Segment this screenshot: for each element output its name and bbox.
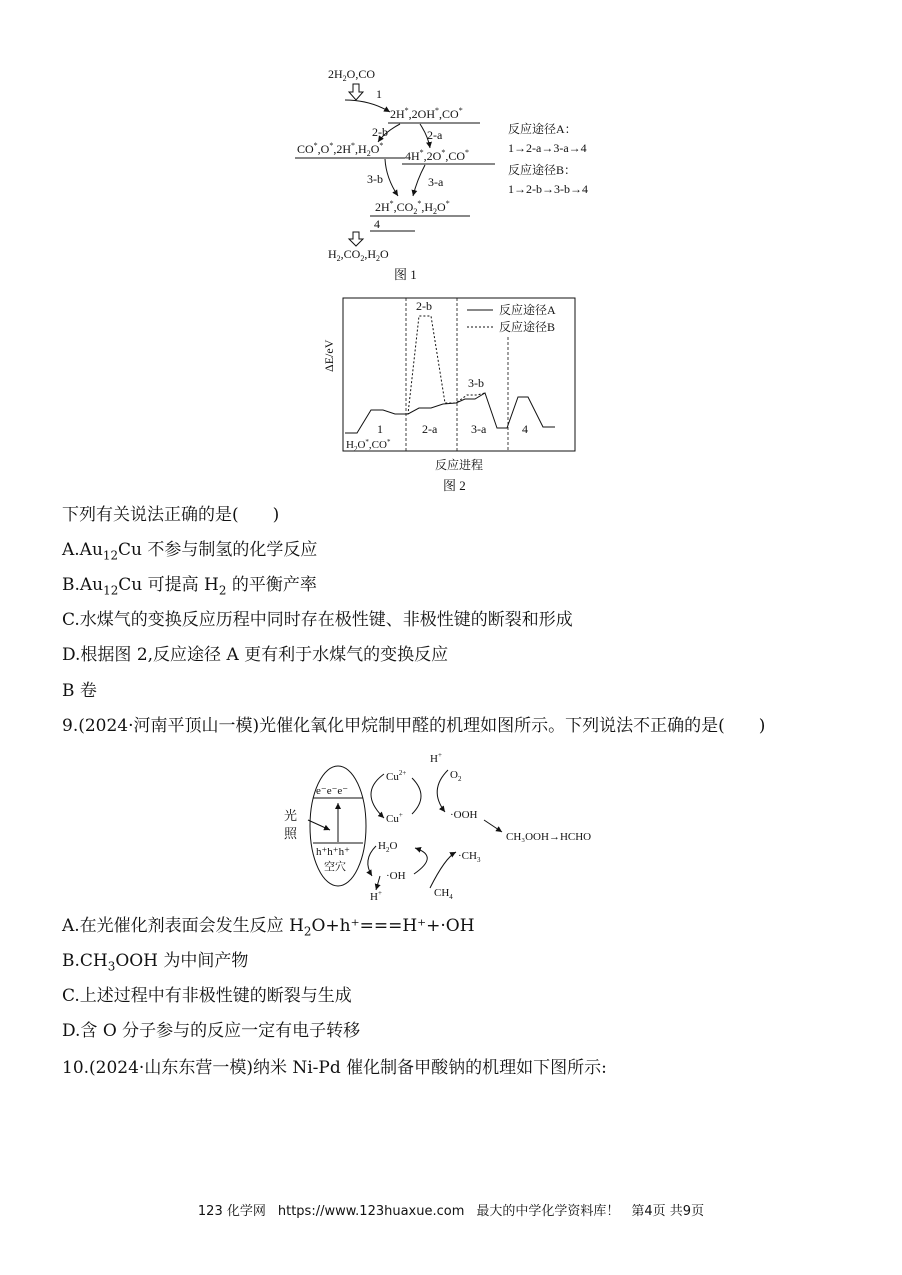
fig1-caption: 图 1 — [394, 267, 417, 282]
q9-fig-h2o: $H_2O$ — [378, 840, 398, 854]
q9-fig-ooh: ·OOH — [450, 809, 478, 821]
q9-fig-ch4: $CH_4$ — [434, 887, 453, 901]
fig1-legend-a-path: 1→2-a→3-a→4 — [508, 141, 587, 155]
q9-fig-holes: h⁺h⁺h⁺ — [316, 846, 350, 858]
section-b-heading: B 卷 — [62, 681, 97, 701]
fig2-start-species: $H_2O^*,CO^*$ — [346, 438, 391, 453]
fig2-stage-4: 4 — [522, 422, 528, 436]
fig2-stage-2a: 2-a — [422, 422, 438, 436]
fig1-step-3a: 3-a — [428, 175, 444, 189]
fig1-legend-b-path: 1→2-b→3-b→4 — [508, 182, 588, 196]
figure-2-energy-profile — [315, 292, 585, 497]
q9-fig-product: CH₃OOH→HCHO — [506, 831, 592, 843]
q9-option-a[interactable]: A.在光催化剂表面会发生反应 $H_2O+h^+===H^++\cdot OH$ — [62, 916, 475, 939]
q8-option-b[interactable]: $B.Au_{12}Cu$ 可提高 $H_2$ 的平衡产率 — [62, 575, 317, 598]
q9-stem: 9.(2024·河南平顶山一模)光催化氧化甲烷制甲醛的机理如图所示。下列说法不正确的是( ) — [62, 716, 766, 736]
fig1-start-species: $2H_2O,CO$ — [328, 67, 376, 83]
footer-url[interactable]: https://www.123huaxue.com — [277, 1204, 465, 1219]
q8-stem: 下列有关说法正确的是( ) — [62, 505, 280, 525]
fig1-step-1: 1 — [376, 87, 382, 101]
fig1-products: $H_2,CO_2,H_2O$ — [328, 247, 389, 263]
fig2-stage-3a: 3-a — [471, 422, 487, 436]
q9-fig-o2: $O_2$ — [450, 769, 462, 783]
q8-option-d[interactable]: D.根据图 2,反应途径 A 更有利于水煤气的变换反应 — [62, 645, 449, 665]
footer-slogan: 最大的中学化学资料库！ — [476, 1204, 620, 1219]
q9-fig-cu2: $Cu^{2+}$ — [386, 769, 407, 783]
q9-fig-h-plus-bottom: H+ — [370, 889, 382, 903]
fig1-step-4: 4 — [374, 217, 380, 231]
figure-1-mechanism — [290, 60, 630, 285]
fig1-intermediate-2a: 4H*,2O*,CO* — [405, 148, 470, 163]
fig2-legend-a: 反应途径A — [499, 303, 556, 317]
q9-fig-h-plus-top: H+ — [430, 751, 442, 765]
fig1-intermediate-3: $2H^*,CO_2^*,H_2O^*$ — [375, 199, 450, 216]
q9-fig-light-label: 光 — [284, 808, 298, 823]
q9-photocatalysis-figure — [280, 748, 625, 908]
q9-fig-cu1: Cu+ — [386, 811, 403, 825]
fig2-legend-b: 反应途径B — [499, 320, 556, 334]
fig2-peak-3b: 3-b — [468, 376, 484, 390]
footer-site: 123 化学网 — [197, 1204, 266, 1219]
fig1-step-3b: 3-b — [367, 172, 383, 186]
q8-option-c[interactable]: C.水煤气的变换反应历程中同时存在极性键、非极性键的断裂和形成 — [62, 610, 573, 630]
q9-fig-ch3: $\cdot CH_3$ — [458, 850, 481, 864]
fig2-stage-1: 1 — [377, 422, 383, 436]
fig1-step-2b: 2-b — [372, 125, 388, 139]
fig2-peak-2b: 2-b — [416, 299, 432, 313]
q9-fig-light-label-2: 照 — [284, 826, 298, 841]
q9-option-c[interactable]: C.上述过程中有非极性键的断裂与生成 — [62, 986, 352, 1006]
q9-fig-electrons: e⁻e⁻e⁻ — [316, 785, 349, 797]
fig1-legend-a-title: 反应途径A： — [508, 122, 577, 136]
q9-option-b[interactable]: $B.CH_3OOH$ 为中间产物 — [62, 951, 249, 974]
fig2-ylabel: ΔE/eV — [322, 339, 336, 372]
fig1-intermediate-2b: $CO^*,O^*,2H^*,H_2O^*$ — [297, 141, 384, 158]
q9-option-d[interactable]: D.含 O 分子参与的反应一定有电子转移 — [62, 1021, 361, 1041]
fig1-legend-b-title: 反应途径B： — [508, 163, 577, 177]
q9-fig-oh: ·OH — [386, 870, 406, 882]
fig2-caption: 图 2 — [443, 478, 466, 493]
q8-option-a[interactable]: $A.Au_{12}Cu$ 不参与制氢的化学反应 — [62, 540, 318, 563]
fig1-intermediate-1: 2H*,2OH*,CO* — [390, 106, 463, 121]
q10-stem: 10.(2024·山东东营一模)纳米 Ni-Pd 催化制备甲酸钠的机理如下图所示: — [62, 1058, 607, 1078]
fig1-step-2a: 2-a — [427, 128, 443, 142]
footer-page-number: 第4页 共9页 — [631, 1204, 705, 1219]
page-footer — [0, 1200, 902, 1219]
q9-fig-hole-label: 空穴 — [324, 861, 346, 873]
fig2-xlabel: 反应进程 — [435, 458, 484, 472]
